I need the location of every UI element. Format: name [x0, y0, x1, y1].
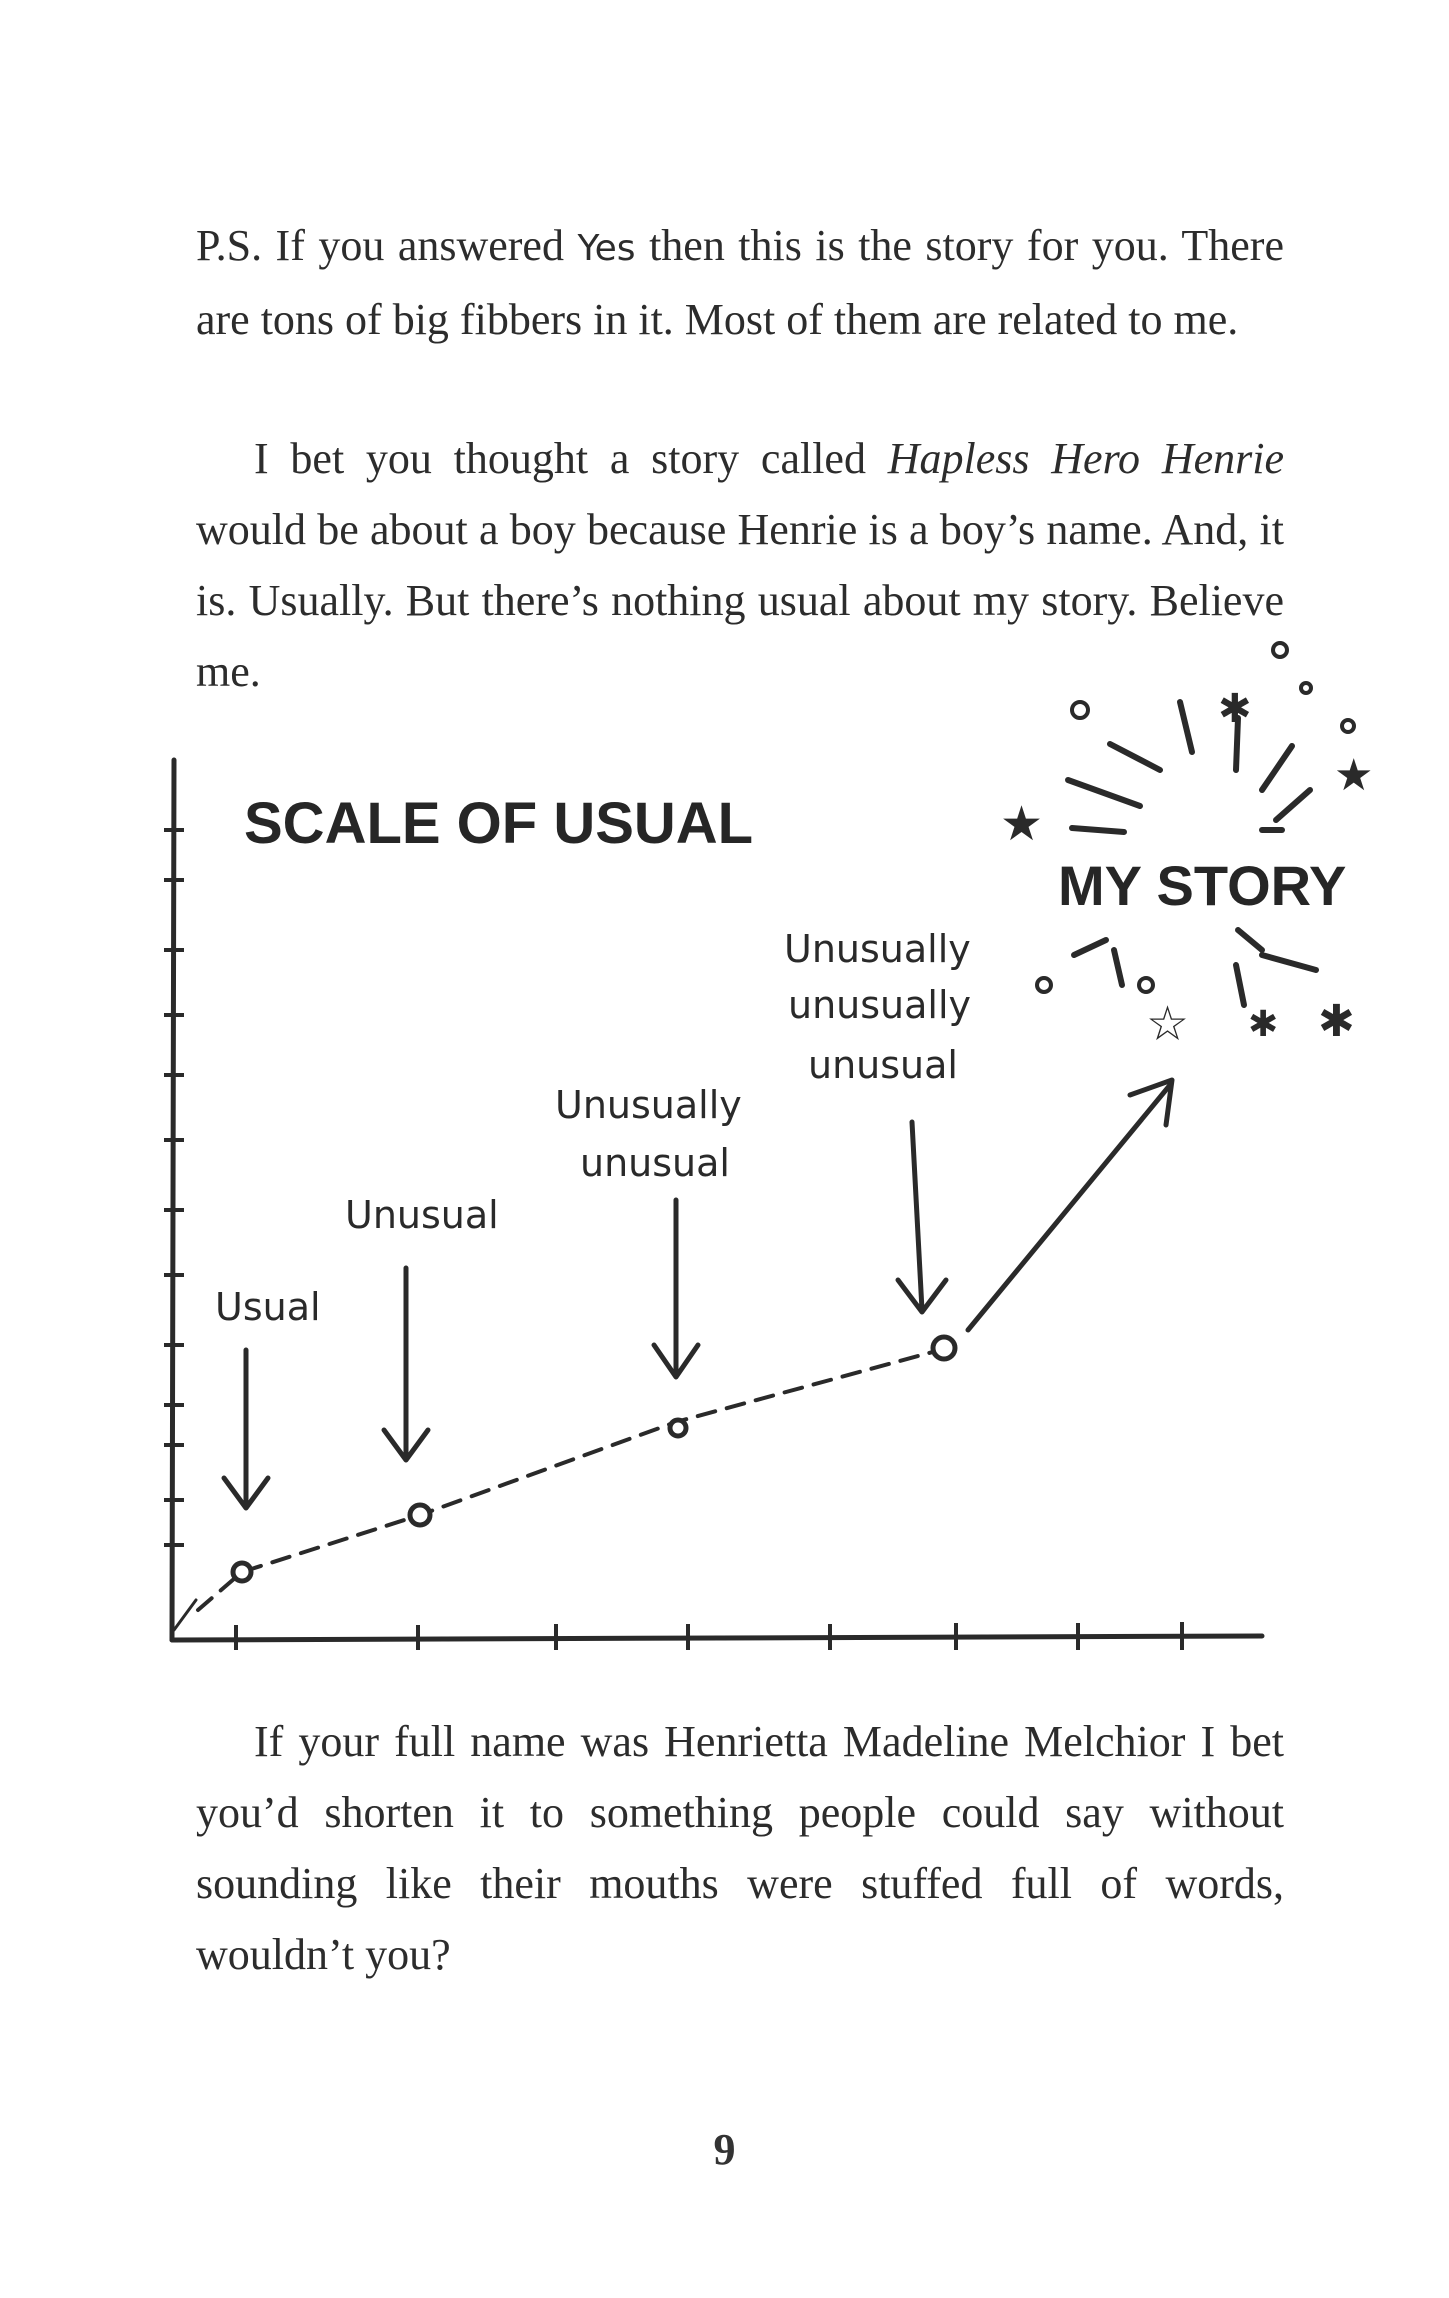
svg-text:★: ★ — [1334, 750, 1374, 801]
rising-arrow-line — [968, 1085, 1170, 1330]
svg-text:✱: ✱ — [1218, 686, 1252, 732]
svg-text:✱: ✱ — [1248, 1004, 1279, 1045]
label-unusually-unusual-line2: unusual — [580, 1141, 730, 1185]
point-unusual — [410, 1505, 430, 1525]
svg-text:☆: ☆ — [1146, 996, 1190, 1052]
y-axis — [172, 760, 174, 1640]
book-title: Hapless Hero Henrie — [887, 434, 1285, 483]
label-unusually-unusual-line1: Unusually — [555, 1083, 742, 1127]
label-usual: Usual — [215, 1285, 321, 1329]
page-number: 9 — [713, 2125, 736, 2174]
label-my-story: MY STORY — [1058, 854, 1347, 917]
origin-tick — [174, 1600, 196, 1630]
arrow-unusually-unusual — [654, 1200, 698, 1377]
yes-word: Yes — [577, 228, 636, 269]
ps-text-start: P.S. If you answered — [196, 221, 578, 270]
point-unusually-unusually-unusual — [933, 1337, 955, 1359]
starburst-circles — [1037, 643, 1354, 992]
label-uuu-line1: Unusually — [784, 927, 971, 971]
arrow-unusually-unusually-unusual — [898, 1122, 946, 1312]
arrow-unusual — [384, 1268, 428, 1460]
label-unusual: Unusual — [345, 1193, 499, 1237]
svg-text:✱: ✱ — [1318, 996, 1355, 1047]
paragraph-full-name: If your full name was Henrietta Madeline Melchior I bet you’d shorten it to something people could say without sounding like their mouths were stuffed full of words, wouldn’t you? — [196, 1717, 1284, 1979]
point-unusually-unusual — [670, 1420, 686, 1436]
label-uuu-line3: unusual — [808, 1043, 958, 1087]
p2-text-start: I bet you thought a story called — [254, 434, 888, 483]
point-usual — [233, 1563, 251, 1581]
ps-text-end: then this is the story for you. There are tons of big fibbers in it. Most of them are related to me. — [196, 221, 1284, 344]
x-axis — [172, 1636, 1262, 1640]
arrow-usual — [224, 1350, 268, 1508]
progress-dashed-line — [198, 1350, 940, 1610]
label-uuu-line2: unusually — [788, 983, 972, 1027]
chart-title: SCALE OF USUAL — [244, 791, 754, 856]
svg-text:★: ★ — [1000, 796, 1044, 852]
p2-text-end: would be about a boy because Henrie is a boy’s name. And, it is. Usually. But there’s nothing usual about my story. Believe me. — [196, 505, 1284, 696]
